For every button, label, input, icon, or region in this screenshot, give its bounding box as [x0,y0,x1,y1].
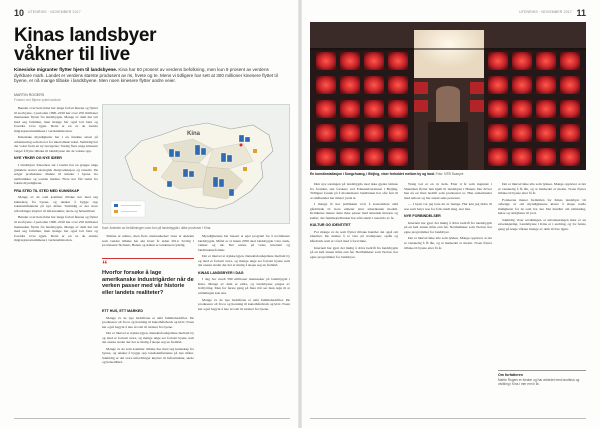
byline-role: Forsker ved Bjerke sykehusskole [14,98,61,102]
left-col3-paragraph-4: Mange av de nye bedriftene er små familiebedrifter. De produserer alt fra te og honning til kunsthåndverk og klær. Noen har også begynt å leie ut rom til turister fra byene. [198,297,290,311]
left-column-2 [102,306,194,414]
right-col3-paragraph-2: Forskerne mener fremtiden for Kinas landsbyer vil avhenge av om myndighetene klarer å skape reelle muligheter for de som bor der. Det handler om utdanning, helse og rettigheter til jord. [498,197,586,216]
author-box-body: Martin Rogers er forsker og har arbeidet med landbruk og utvikling i Kina i mer enn ti år. [498,378,580,387]
left-col3-subheading: KINAS LANDSBYER I DAG [198,270,244,275]
left-col2-subheading: ETT HUS, ETT MARKED [102,309,143,313]
left-col3-paragraph-1: Myndighetene har lansert et eget program for å revitalisere landsbygda. Målet er at innen 2050 skal landsbygda være sterk, vakker og rik. Det satses på veier, internett og landbruksreformer. [198,234,290,252]
right-footer-rule [310,418,586,419]
right-col1-subheading: KULTUR OG IDENTITET [310,223,351,228]
left-col1-paragraph-1: Bønder over hele Kina har lenge forlatt åkrene og flyttet til storbyene. I perioden 1990–2010 har over 250 millioner mennesker flyttet fra landsbygda. Mange av dem har tatt med seg familien, men mange har også latt barn og foreldre være igjen. Dette er en av de største migrasjonsstrømmene i verdenshistorien. [14,106,98,133]
left-col1-subheading-2: FRA STED TIL STED MED KUNNSKAP [14,188,80,193]
page-number-left: 10 [14,8,25,18]
left-column-3 [198,234,290,414]
lantern-installation-photo [310,22,586,170]
article-headline [14,26,290,64]
map-label: Kina [187,131,201,137]
left-footer-rule [14,418,290,419]
right-col3-paragraph-3: Samtidig viser utviklingen at urbaniseringen ikke er en enveiskjøring. Landsbyene i Kina er i endring, og for første gang på lenge våkner mange av dem til live igjen. [498,217,586,231]
right-col2-paragraph-1: Wang Lei er en av dem. Etter ti år som ingeniør i Shenzhen flyttet han hjem til landsbyen i Hunan. Der driver han nå en liten bedrift som produserer te. Han samarbeider med naboer og har ansatt seks personer. [404,182,492,200]
feature-photo [310,22,586,170]
deck-body: Kina har 50 prosent av verdens befolkning, men kun 9 prosent av verdens dyrkbare mark. Landet er verdens største produsent av ris, hvete og te. Mens vi tidligere har sett at 300 millioner kinesere flyttet til byene, er nå mange tilbake i landsbyene. Men noen kinesere flytter andre veier. [14,67,278,84]
headline-line-2: våkner til live [14,44,130,65]
headline-line-1: Kinas landsbyer [14,25,157,46]
left-col2-paragraph-2: Mange av de nye bedriftene er små familiebedrifter. De produserer alt fra te og honning til kunsthåndverk og klær. Noen har også begynt å leie ut rom til turister fra byene. [102,315,194,329]
pull-quote-text: Hvorfor forsøke å lage amerikanske industrigårder når de verken passer med vår historie eller landets realiteter? [102,270,194,296]
left-col1-paragraph-3: I landsbyen Xiaozhou sør i landet har en gruppe unge gründere startet økologisk matproduksjon og reiseliv. De selger produktene direkte til kunder i byene via nettbutikker og sosiale medier. Flere har fått støtte fra lokale myndigheter. [14,163,98,186]
quote-mark-icon: “ [102,259,108,271]
running-head-right: UTENRIKS · NOVEMBER 2017 [519,10,572,14]
left-column-2-top [102,234,194,256]
deck-lead: Kinesiske migranter flytter hjem til landsbyene. [14,67,118,72]
right-col1-paragraph-2: I mange år har politikken vært å konsolidere små gårdsbruk til store enheter etter amerikansk modell. Kritikerne mener dette ikke passer med kinesisk historie og kultur, der familiejordbruket har stått sterkt i tusenvis av år. [310,202,398,220]
right-col1-paragraph-4: Internett har gjort det mulig å drive bedrift fra landsbygda på en helt annen måte enn før. Nettbutikker som Taobao har egne programmer for landsbyer. [310,245,398,259]
page-number-right: 11 [576,8,586,18]
left-col2-paragraph-4: Mange av de som kommer tilbake har med seg kunnskap fra byene, og ønsker å bygge opp lokalsamfunnene på nye måter. Samtidig er det store utfordringer knyttet til infrastruktur, skole og helsetilbud. [102,346,194,365]
photo-credit: Foto: NTB Scanpix [435,172,464,176]
left-col1-paragraph-5: Bønder over hele Kina har lenge forlatt åkrene og flyttet til storbyene. I perioden 1990–2010 har over 250 millioner mennesker flyttet fra landsbygda. Mange av dem har tatt med seg familien, men mange har også latt barn og foreldre være igjen. Dette er en av de største migrasjonsstrømmene i verdenshistorien. [14,215,98,243]
right-col1-paragraph-1: Den nye satsingen på landsbygda skal ikke gjenta feilene fra fortiden, sier forskere ved Folkeuniversitetet i Beijing. Tidligere forsøk på å modernisere landbruket har ofte ført til at småbønder har mistet jorda si. [310,182,398,200]
running-head-left: UTENRIKS · NOVEMBER 2017 [28,10,81,14]
left-col2-paragraph-1: Tallene er usikre, men flere undersøkelser viser at andelen som vender tilbake har økt hvert år siden 2012. Særlig i provinsene Sichuan, Henan og Anhui er tendensen tydelig. [102,234,194,248]
right-col2-paragraph-4: Det er likevel ikke alle som lykkes. Mange opplever at det er vanskelig å få lån, og at markedet er mettet. Noen flytter tilbake til byene etter få år. [404,236,492,250]
left-col1-paragraph-4: Mange av de som kommer tilbake har med seg kunnskap fra byene, og ønsker å bygge opp lokalsamfunnene på nye måter. Samtidig er det store utfordringer knyttet til infrastruktur, skole og helsetilbud. [14,195,98,213]
byline: MARTIN ROGERS [14,93,45,97]
right-col2-paragraph-2: — I byen var jeg bare én av mange. Her kan jeg bidra til noe som betyr noe for folk rundt meg, sier han. [404,202,492,211]
china-map [102,104,290,224]
author-box [498,370,586,416]
author-box-title: Om forfatteren [498,373,523,377]
left-col2-paragraph-3: Det er likevel et stykke igjen. Inntektsforskjellene mellom by og land er fortsatt store, og mange unge ser fortsatt byene som det eneste stedet der det er mulig å skape seg en fremtid. [102,331,194,345]
left-col3-paragraph-3: I dag bor rundt 580 millioner mennesker på landsbygda i Kina. Mange av dem er eldre, og landsbyene preges av fraflytting. Men for første gang på flere tiår ser man tegn til at utviklingen kan snu. [198,277,290,296]
right-col2-subheading: NYE FORBINDELSER [404,214,441,219]
right-col1-paragraph-3: For mange av de som flytter tilbake handler det også om identitet. De ønsker å ta vare på tradisjoner, språk og håndverk som er i ferd med å forsvinne. [310,229,398,244]
left-column-1 [14,106,98,414]
photo-caption-lead: En kunstinstallasjon i Songzhuang, i Beijing, viser forholdet mellom by og land. [310,172,435,176]
right-col2-paragraph-3: Internett har gjort det mulig å drive bedrift fra landsbygda på en helt annen måte enn før. Nettbutikker som Taobao har egne programmer for landsbyer. [404,220,492,234]
right-col3-paragraph-1: Det er likevel ikke alle som lykkes. Mange opplever at det er vanskelig å få lån, og at markedet er mettet. Noen flytter tilbake til byene etter få år. [498,182,586,196]
map-caption: Kart: Andelen av befolkningen som bor på landsbygda i ulike provinser i Kina. [102,226,212,230]
left-col1-subheading: NYE YRKER OG NYE IDEER [14,156,62,161]
right-column-3 [498,182,586,366]
article-deck [14,67,284,84]
right-column-1 [310,182,398,414]
china-map-graphic [103,105,290,224]
photo-caption [310,172,586,176]
pull-quote [102,258,194,296]
right-column-2 [404,182,492,414]
left-col1-paragraph-2: Kinesiske myndigheter har i en årrekke satset på urbanisering som motor for økonomisk vekst. Samtidig har det vokst frem en ny bevegelse: Stadig flere unge kinesere velger å flytte tilbake til landsbyene der de vokste opp. [14,135,98,153]
left-col3-paragraph-2: Det er likevel et stykke igjen. Inntektsforskjellene mellom by og land er fortsatt store, og mange unge ser fortsatt byene som det eneste stedet der det er mulig å skape seg en fremtid. [198,254,290,268]
